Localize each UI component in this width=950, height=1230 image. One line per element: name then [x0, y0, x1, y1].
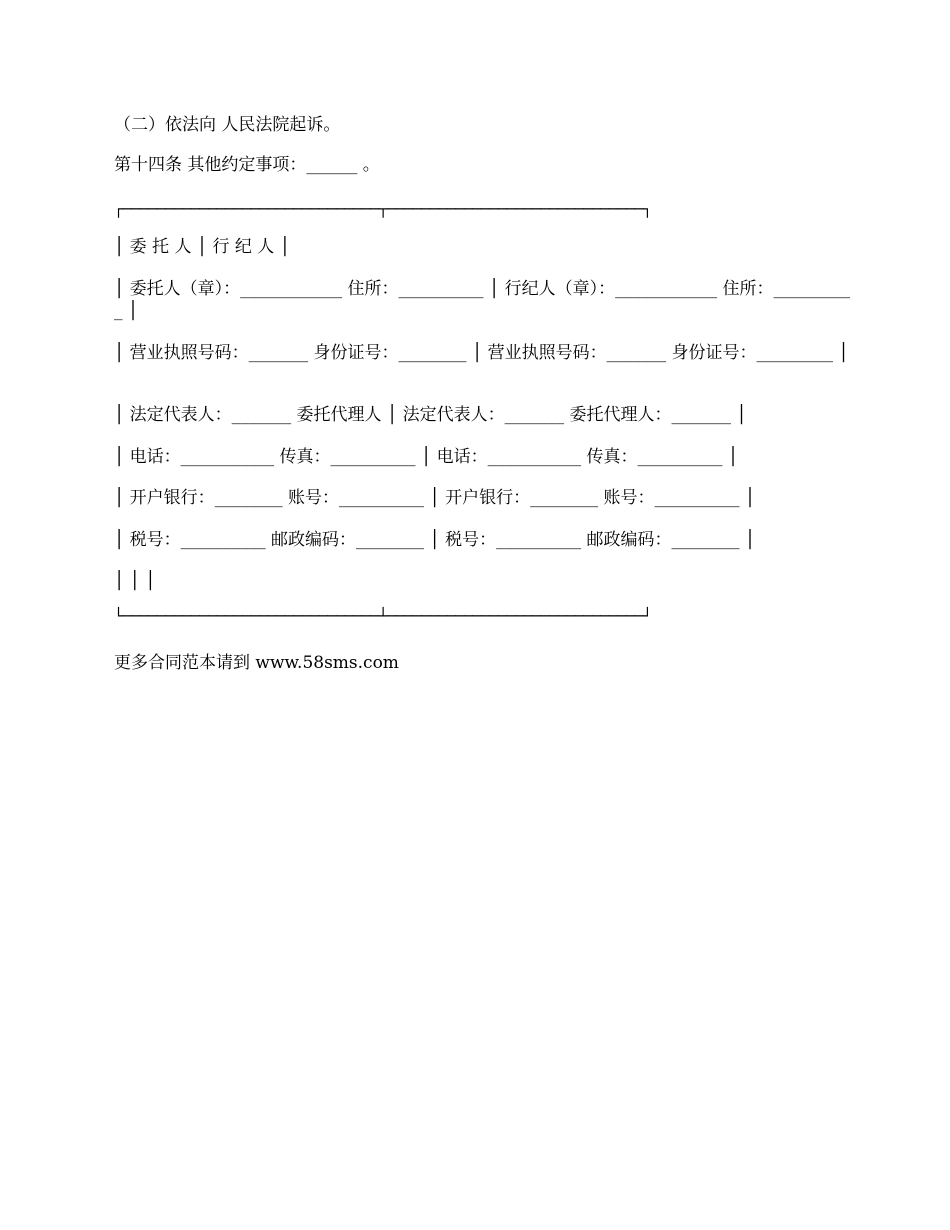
signature-table-license-id-row: │ 营业执照号码：_______ 身份证号：________ │ 营业执照号码：_______ 身份证号：_________ │ — [114, 343, 849, 363]
article-fourteen: 第十四条 其他约定事项：______ 。 — [114, 155, 380, 175]
signature-table-top-border: ┌──────────────────────────────┬──────────────────────────────┐ — [114, 200, 652, 218]
signature-table-empty-row: │ │ │ — [114, 571, 156, 591]
signature-table-phone-fax-row: │ 电话：___________ 传真：__________ │ 电话：___________ 传真：__________ │ — [114, 447, 739, 467]
signature-table-tax-postcode-row: │ 税号：__________ 邮政编码：________ │ 税号：__________ 邮政编码：________ │ — [114, 530, 756, 550]
signature-table-bottom-border: └──────────────────────────────┴──────────────────────────────┘ — [114, 607, 652, 625]
signature-table-seal-address-row: │ 委托人（章）：____________ 住所：__________ │ 行纪人（章）：____________ 住所：__________ │ — [114, 279, 850, 321]
footer-note: 更多合同范本请到 www.58sms.com — [114, 653, 399, 673]
signature-table-header-row: │ 委 托 人 │ 行 纪 人 │ — [114, 237, 290, 257]
signature-table-bank-account-row: │ 开户银行：________ 账号：__________ │ 开户银行：________ 账号：__________ │ — [114, 488, 756, 508]
signature-table-legal-representative-row: │ 法定代表人：_______ 委托代理人 │ 法定代表人：_______ 委托代理人：_______ │ — [114, 405, 747, 425]
clause-two: （二）依法向 人民法院起诉。 — [114, 115, 341, 135]
